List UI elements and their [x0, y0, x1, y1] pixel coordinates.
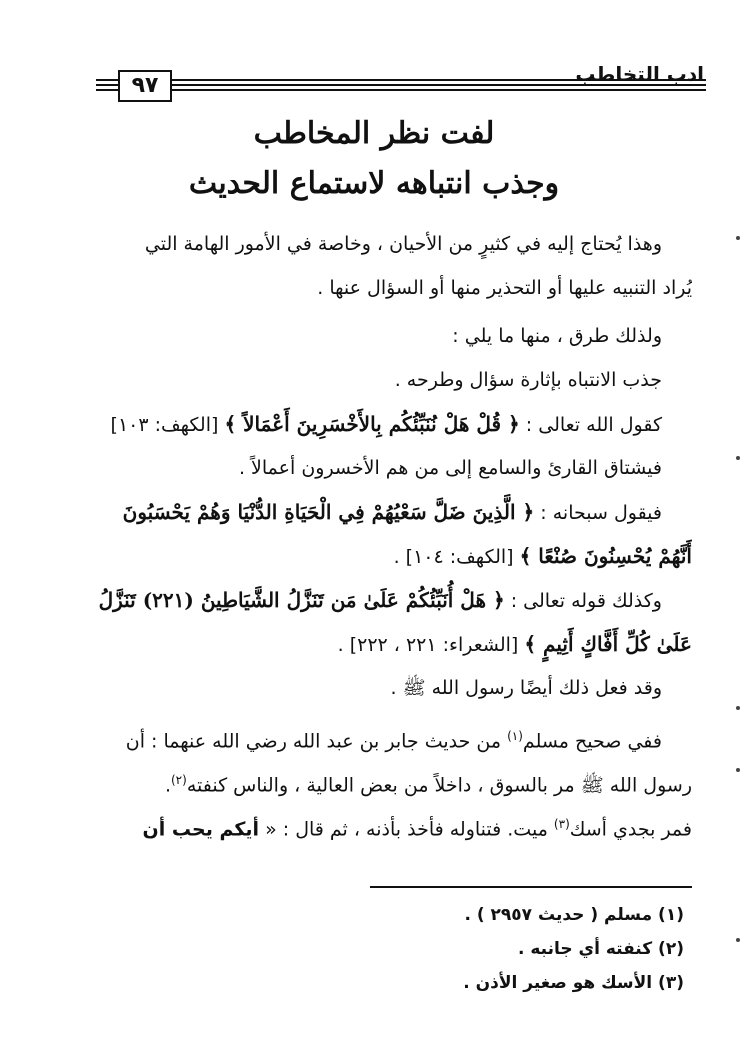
- scan-speck: [736, 456, 740, 460]
- quran-verse-shuara-222: عَلَىٰ كُلِّ أَفَّاكٍ أَثِيمٍ ﴾: [524, 632, 692, 656]
- quran-verse-kahf-103: ﴿ قُلْ هَلْ نُنَبِّئُكُم بِالأَخْسَرِينَ أَعْمَالاً ﴾: [224, 412, 520, 436]
- scan-speck: [736, 768, 740, 772]
- paragraph-2: ولذلك طرق ، منها ما يلي :: [452, 325, 662, 347]
- verse-reference-kahf-104: [الكهف: ١٠٤] .: [393, 546, 520, 568]
- verse-reference-shuara: [الشعراء: ٢٢١ ، ٢٢٢] .: [337, 634, 525, 656]
- paragraph-6-line-2: [82, 534, 692, 578]
- paragraph-7-line-1: [82, 578, 692, 622]
- paragraph-9-text-d: .: [164, 774, 171, 797]
- footnote-2: (٢) كنفته أي جانبه .: [517, 939, 684, 959]
- scan-speck: [736, 236, 740, 240]
- paragraph-4-intro: كقول الله تعالى :: [519, 414, 662, 436]
- footnote-separator: [370, 886, 692, 888]
- verse-reference-kahf-103: [الكهف: ١٠٣]: [110, 414, 225, 436]
- scan-speck: [736, 706, 740, 710]
- quran-verse-kahf-104-part-1: ﴿ الَّذِينَ ضَلَّ سَعْيُهُمْ فِي الْحَيَاةِ الدُّنْيَا وَهُمْ يَحْسَبُونَ: [122, 500, 535, 524]
- quran-verse-shuara-221: ﴿ هَلْ أُنَبِّئُكُمْ عَلَىٰ مَن تَنَزَّلُ الشَّيَاطِينُ (٢٢١) تَنَزَّلُ: [98, 588, 505, 612]
- footnote-ref-1: (١): [507, 729, 523, 743]
- header-rule-bottom: [96, 89, 706, 91]
- footnote-ref-2: (٢): [170, 773, 187, 787]
- paragraph-6-line-1: [82, 490, 692, 534]
- paragraph-7-line-2: [82, 622, 692, 666]
- paragraph-1-line-1: وهذا يُحتاج إليه في كثيرٍ من الأحيان ، وخاصة في الأمور الهامة التي: [144, 233, 662, 255]
- running-header-title: ادب التخاطب: [575, 62, 704, 86]
- page-number: ٩٧: [118, 70, 172, 102]
- paragraph-9-text-a: ففي صحيح مسلم: [522, 730, 662, 753]
- paragraph-5: فيشتاق القارئ والسامع إلى من هم الأخسرون أعمالاً .: [238, 457, 662, 479]
- paragraph-9-text-c: رسول الله ﷺ مر بالسوق ، داخلاً من بعض العالية ، والناس كنفته: [186, 774, 692, 797]
- footnotes: [463, 898, 684, 1000]
- body-text: [82, 222, 692, 846]
- paragraph-8: وقد فعل ذلك أيضًا رسول الله ﷺ .: [390, 677, 662, 699]
- footnote-ref-3: (٣): [553, 817, 570, 831]
- paragraph-7-intro: وكذلك قوله تعالى :: [504, 590, 662, 612]
- paragraph-9-line-3: [82, 802, 692, 846]
- paragraph-6-intro: فيقول سبحانه :: [534, 502, 662, 524]
- paragraph-3: جذب الانتباه بإثارة سؤال وطرحه .: [394, 369, 662, 391]
- scan-speck: [736, 938, 740, 942]
- footnote-1: (١) مسلم ( حديث ٢٩٥٧ ) .: [464, 905, 684, 925]
- section-heading-line-1: لفت نظر المخاطب: [253, 116, 495, 151]
- paragraph-1-line-2: يُراد التنبيه عليها أو التحذير منها أو السؤال عنها .: [317, 277, 692, 299]
- section-heading-line-2: وجذب انتباهه لاستماع الحديث: [188, 166, 560, 201]
- paragraph-9-text-e: فمر بجدي أسك: [569, 818, 692, 841]
- paragraph-9-line-1: [82, 714, 692, 758]
- paragraph-9-text-f: ميت. فتناوله فأخذ بأذنه ، ثم قال : «: [259, 818, 554, 841]
- paragraph-4: [82, 402, 692, 446]
- paragraph-9-text-b: من حديث جابر بن عبد الله رضي الله عنهما : أن: [125, 730, 508, 753]
- hadith-quote-start: أيكم يحب أن: [142, 818, 260, 841]
- footnote-3: (٣) الأسك هو صغير الأذن .: [463, 973, 684, 993]
- paragraph-9-line-2: [82, 758, 692, 802]
- quran-verse-kahf-104-part-2: أَنَّهُمْ يُحْسِنُونَ صُنْعًا ﴾: [519, 544, 692, 568]
